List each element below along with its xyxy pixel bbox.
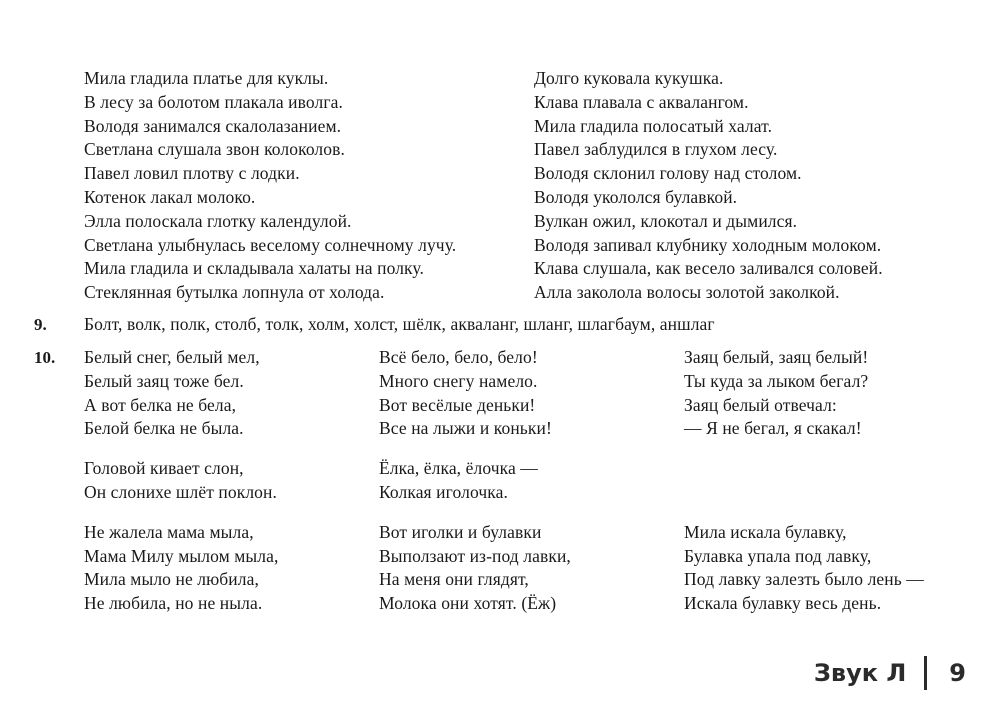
exercise-9-words: Болт, волк, полк, столб, толк, холм, холст, шёлк, акваланг, шланг, шлагбаум, аншлаг	[84, 314, 715, 334]
poem-line: — Я не бегал, я скакал!	[684, 418, 862, 439]
sentence: Котенок лакал молоко.	[84, 186, 256, 207]
poem-stanza	[684, 521, 924, 616]
section-title: Звук Л	[813, 659, 907, 687]
page-number: 9	[949, 659, 966, 687]
sentence: Павел ловил плотву с лодки.	[84, 163, 300, 184]
exercise-number-10: 10.	[34, 348, 56, 367]
sentence: Володя укололся булавкой.	[534, 186, 738, 207]
poem-line: Все на лыжи и коньки!	[379, 418, 552, 439]
sentences-left-column	[84, 67, 456, 305]
poem-line: Мама Милу мылом мыла,	[84, 545, 279, 566]
poem-stanza	[84, 457, 278, 505]
exercise-number-9: 9.	[34, 315, 47, 334]
poem-line: Не жалела мама мыла,	[84, 521, 254, 542]
poem-stanza	[379, 346, 571, 441]
poem-line: Много снегу намело.	[379, 370, 538, 391]
sentence: Алла заколола волосы золотой заколкой.	[534, 282, 840, 303]
sentence: Светлана слушала звон колоколов.	[84, 139, 345, 160]
sentence: Долго куковала кукушка.	[534, 68, 724, 88]
poem-line: Всё бело, бело, бело!	[379, 347, 538, 367]
poem-stanza	[684, 346, 924, 441]
poem-line: Заяц белый, заяц белый!	[684, 347, 869, 367]
sentence: Павел заблудился в глухом лесу.	[534, 139, 778, 160]
poem-stanza	[84, 346, 278, 441]
poem-line: Головой кивает слон,	[84, 458, 244, 479]
poem-line: Вот весёлые деньки!	[379, 394, 536, 415]
poem-line: А вот белка не бела,	[84, 394, 237, 415]
sentence: Володя занимался скалолазанием.	[84, 115, 342, 136]
sentences-right-column	[534, 67, 883, 305]
sentence: Володя запивал клубнику холодным молоком.	[534, 234, 882, 255]
sentence: Володя склонил голову над столом.	[534, 163, 802, 184]
poem-line: Под лавку залезть было лень —	[684, 569, 924, 590]
poem-stanza	[379, 521, 571, 616]
footer-divider	[924, 656, 927, 690]
sentence: Клава слушала, как весело заливался соловей.	[534, 258, 883, 279]
sentence: Светлана улыбнулась веселому солнечному лучу.	[84, 234, 457, 255]
poem-line: Искала булавку весь день.	[684, 593, 882, 614]
sentence: Клава плавала с аквалангом.	[534, 91, 749, 112]
sentence: Мила гладила полосатый халат.	[534, 115, 773, 136]
page-footer	[814, 656, 966, 690]
sentence: Мила гладила и складывала халаты на полку.	[84, 258, 424, 279]
poem-line: На меня они глядят,	[379, 569, 529, 590]
poem-line: Мила искала булавку,	[684, 521, 847, 542]
poem-line: Белый заяц тоже бел.	[84, 370, 244, 391]
poem-column-1	[84, 346, 278, 616]
poem-line: Заяц белый отвечал:	[684, 394, 837, 415]
poem-line: Ты куда за лыком бегал?	[684, 370, 869, 391]
poem-line: Не любила, но не ныла.	[84, 593, 263, 614]
poem-stanza	[379, 457, 571, 505]
sentence: Элла полоскала глотку календулой.	[84, 210, 352, 231]
poem-line: Булавка упала под лавку,	[684, 545, 872, 566]
sentence: В лесу за болотом плакала иволга.	[84, 91, 343, 112]
poem-line: Он слонихе шлёт поклон.	[84, 481, 277, 502]
poem-column-3	[684, 346, 924, 616]
poem-line: Выползают из-под лавки,	[379, 545, 571, 566]
poem-stanza	[84, 521, 278, 616]
sentence: Стеклянная бутылка лопнула от холода.	[84, 282, 385, 303]
poem-line: Мила мыло не любила,	[84, 569, 259, 590]
poem-line: Ёлка, ёлка, ёлочка —	[379, 458, 538, 479]
poem-line: Белой белка не была.	[84, 418, 244, 439]
poem-line: Вот иголки и булавки	[379, 521, 542, 542]
poem-line: Колкая иголочка.	[379, 481, 508, 502]
poem-column-2	[379, 346, 571, 616]
poem-line: Белый снег, белый мел,	[84, 347, 260, 367]
sentence: Вулкан ожил, клокотал и дымился.	[534, 210, 798, 231]
poem-line: Молока они хотят. (Ёж)	[379, 593, 557, 614]
sentence: Мила гладила платье для куклы.	[84, 68, 329, 88]
